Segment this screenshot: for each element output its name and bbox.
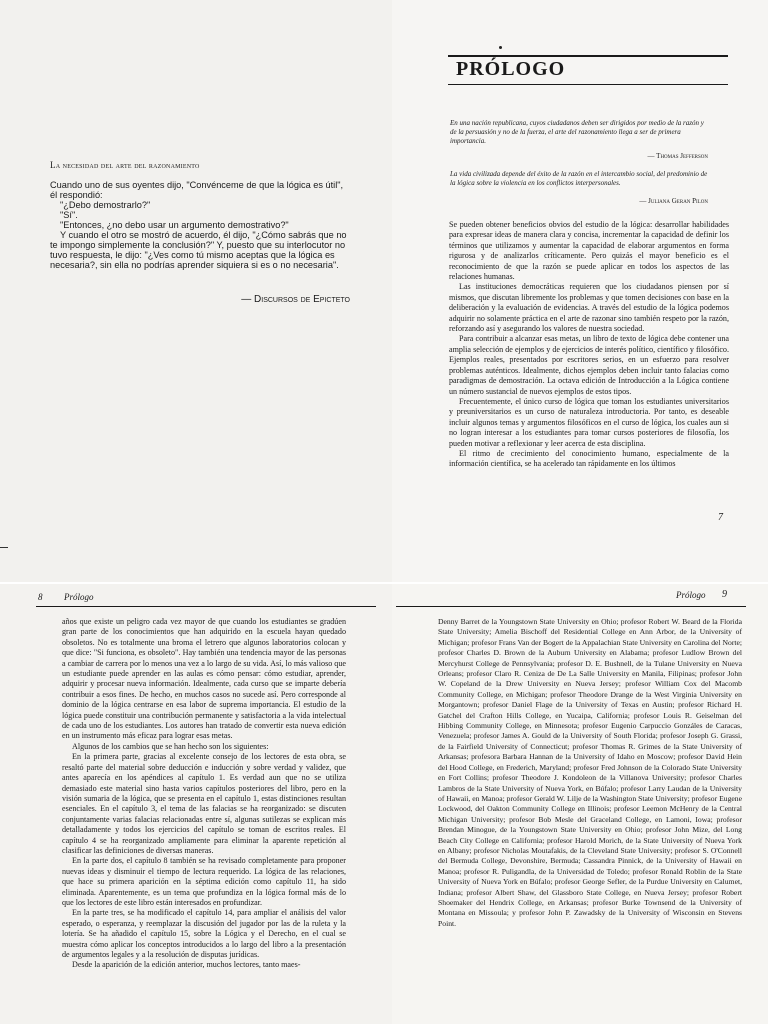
paragraph: Se pueden obtener beneficios obvios del estudio de la lógica: desarrollar habilidades para expresar ideas de manera clara y concisa, incrementar la capacidad de definir los términos que utilizamos y aumentar la capacidad de elaborar argumentos en forma rigurosa y de analizarlos críticamente. Pero quizás el mayor beneficio es el reconocimiento de que la razón se puede aplicar en todos los aspectos de las relaciones humanas. <box>449 220 729 282</box>
epigraph-jefferson-author <box>450 152 708 160</box>
quote-line: "Sí". <box>60 210 78 220</box>
page-number: 9 <box>722 589 727 600</box>
header-rule <box>36 606 376 607</box>
author-name: — Juliana Geran Pilon <box>639 197 708 205</box>
attribution-text: — Discursos de Epicteto <box>241 294 350 305</box>
bottom-spread <box>0 584 768 1024</box>
paragraph: Desde la aparición de la edición anterior, muchos lectores, tanto maes- <box>72 960 301 970</box>
prologue-body-p8 <box>62 617 346 971</box>
paragraph: Frecuentemente, el único curso de lógica que toman los estudiantes universitarios y preuniversitarios es un curso de naturaleza introductoria. Por tanto, es deseable incluir algunos temas y argumentos filosóficos en el curso de lógica, los cuales aun si no logran interesar a los estudiantes para tomar cursos posteriores de filosofía, los pueden motivar a reflexionar y leer acerca de esta disciplina. <box>449 396 729 448</box>
margin-tick <box>0 547 8 548</box>
paragraph: Para contribuir a alcanzar esas metas, un libro de texto de lógica debe contener una amplia selección de ejemplos y de ejercicios de interés político, científico y filosófico. Ejemplos reales, presentados por escritores serios, en un esfuerzo para resolver problemas auténticos. Idealmente, dichos ejemplos deben incluir tanto falacias como paradigmas de demostración. La octava edición de Introducción a la Lógica contiene un número sustancial de nuevos ejemplos de estos tipos. <box>449 334 729 396</box>
epigraph-pilon-author <box>450 197 708 205</box>
right-page-bottom <box>392 584 768 1024</box>
acknowledgements-text <box>438 617 742 929</box>
header-rule <box>396 606 746 607</box>
section-heading: La necesidad del arte del razonamiento <box>50 160 200 170</box>
paragraph: años que existe un peligro cada vez mayor de que cuando los estudiantes se gradúen gran parte de los conocimientos que han adquirido en la escuela hayan quedado obsoletos. No es totalmente una broma el letrero que algunos laboratorios colocan y que dice: "Si funciona, es obsoleto". Hay también una tendencia mayor de las personas a cambiar de carrera por lo menos una vez a lo largo de su vida. Así, lo más valioso que un estudiante puede aprender en las aulas es cómo pensar: cómo estudiar, aprender, adquirir y procesar nueva información. Idealmente, cada curso que se imparte debería contribuir a esos fines. De hecho, en muchos casos no sucede así. Pero corresponde al dominio de la lógica centrarse en esa labor de suprema importancia. El estudio de la lógica puede constituir una contribución permanente y satisfactoria a la vida intelectual de cada uno de los estudiantes. Los autores han tratado de convertir esta nueva edición en un instrumento más eficaz para lograr esas metas. <box>62 617 346 741</box>
paragraph: Algunos de los cambios que se han hecho son los siguientes: <box>72 741 269 751</box>
quote-attribution <box>160 294 350 305</box>
paragraph: En la parte tres, se ha modificado el capítulo 14, para ampliar el análisis del valor esperado, o esperanza, y reemplazar la discusión del jugador por las de la ruleta y la lotería. Se ha añadido el capítulo 15, sobre la Lógica y el Derecho, en el cual se muestra cómo aplicar los conceptos introducidos a lo largo del libro a la presentación de argumentos legales y a la resolución de disputas jurídicas. <box>62 908 346 959</box>
running-head: Prólogo <box>64 592 94 602</box>
paragraph: En la primera parte, gracias al excelente consejo de los lectores de esta obra, se resaltó parte del material sobre deducción e inducción y sobre verdad y validez, que antes aparecía en los apéndices al capítulo 1. Es verdad aun que no se utiliza demasiado este material sino hasta varios capítulos posteriores del libro, pero en la visión sumaria de la lógica, que se presenta en el capítulo 1, estas distinciones resultan esenciales. En el capítulo 3, el tema de las falacias se ha reorganizado: se discuten conjuntamente varias falacias relacionadas entre sí, algunas sutilezas se explican más detalladamente y todos los ejercicios del capítulo se toman de escritos reales. El capítulo 4 se ha reorganizado ampliamente para eliminar la aparente repetición al clasificar las definiciones de diversas maneras. <box>62 752 346 855</box>
page-number: 7 <box>718 512 723 523</box>
quote-line: Cuando uno de sus oyentes dijo, "Convénceme de que la lógica es útil", él respondió: <box>50 180 344 200</box>
paragraph: El ritmo de crecimiento del conocimiento humano, especialmente de la información científica, se ha acelerado tan rápidamente en los últimos <box>449 448 729 469</box>
title-rule-bottom <box>448 84 728 85</box>
epigraph-pilon: La vida civilizada depende del éxito de la razón en el intercambio social, del predominio de la lógica sobre la violencia en los conflictos interpersonales. <box>450 170 708 187</box>
epictetus-quote <box>50 180 350 270</box>
ornament-dot <box>499 46 502 49</box>
paragraph: Denny Barret de la Youngstown State University en Ohio; profesor Robert W. Beard de la Florida State University; Amelia Bischoff del Residential College en Ann Arbor, de la University of Michigan; profesor Frans Van der Bogert de la Appalachian State University en Carolina del Norte; profesor Charles D. Brown de la Auburn University en Alabama; profesor Ludlow Brown del Mercyhurst College de Pennsylvania; profesor D. E. Bushnell, de la Tulane University en Nueva Orleans; profesor Claro R. Ceniza de De La Salle University en Manila, Filipinas; profesor John W. Copeland de la Drew University en Nueva Jersey; profesor William Cox del Macomb Community College, en Michigan; profesor Theodore Drange de la West Virginia University en Morgantown; profesor Daniel Flage de la University of Texas en Austin; profesor Richard H. Gatchel del Crafton Hills College, en Yucaipa, California; profesor Louis R. Geiselman del Hibbing Community College, en Minnesota; profesor Eugenio Carpuccio Gonzáles de Caracas, Venezuela; profesor James A. Gould de la University of South Florida; profesor Joseph G. Grassi, de la Fairfield University of Connecticut; profesor Thomas R. Grimes de la State University of Arkansas; profesora Barbara Hannan de la University of Idaho en Moscow; profesor David Hein del Hood College, en Frederich, Maryland; profesor Fred Johnson de la Colorado State University en Fort Collins; profesor Theodore J. Kondoleon de la Villanova University; profesor Charles Lambros de la State University of Nueva York, en Búfalo; profesor Larry Laudan de la University of Hawaii, en Manoa; profesor Gerald W. Lilje de la Washington State University; profesor Eugene Lockwood, del Oakton Community College en Illinois; profesor Leemon McHenry de la Central Michigan University; profesor Bob Mesle del Graceland College, en Lamoni, Iowa; profesor Brendan Minogue, de la Youngstown State University en Ohio; profesor John Mize, del Long Beach City College en California; profesor Harold Morich, de la State University of Nueva York en Albany; profesor Nicholas Moutafakis, de la Cleveland State University; profesor S. O'Connell del Bermuda College, Devonshire, Bermuda; Cassandra Pinnick, de la University of Hawaii en Manoa; profesor R. Puligandla, de la Universidad de Toledo; profesor Ronald Roblin de la State University of Nueva York en Búfalo; profesor George Sefler, de la Purdue University en Calumet, Indiana; profesor Albert Shaw, del Glassboro State College, en Nueva Jersey; profesor Robert Shoemaker del Hendrix College, en Arkansas; profesor Burke Townsend de la University of Montana en Missoula; y profesor John P. Zawadsky de la University of Wisconsin en Stevens Point. <box>438 617 742 928</box>
chapter-title: PRÓLOGO <box>456 58 566 80</box>
prologue-body-p7 <box>449 220 729 470</box>
left-page-top <box>0 0 392 582</box>
quote-line: Y cuando el otro se mostró de acuerdo, él dijo, "¿Cómo sabrás que no te impongo simplemente la conclusión?" Y, puesto que su interlocutor no tuvo respuesta, le dijo: "¿Ves como tú mismo aceptas que la lógica es necesaria?, sin ella no podrías aprender siquiera si es o no necesaria". <box>50 230 347 270</box>
paragraph: Las instituciones democráticas requieren que los ciudadanos piensen por sí mismos, que discutan libremente los problemas y que tomen decisiones con base en la deliberación y la evaluación de evidencias. A través del estudio de la lógica podemos adquirir no solamente práctica en el arte de razonar sino también respeto por la razón, reforzando así y asegurando los valores de nuestra sociedad. <box>449 282 729 334</box>
quote-line: "¿Debo demostrarlo?" <box>60 200 151 210</box>
author-name: — Thomas Jefferson <box>647 152 708 160</box>
running-head: Prólogo <box>676 590 706 600</box>
page-number: 8 <box>38 592 43 602</box>
epigraph-jefferson: En una nación republicana, cuyos ciudadanos deben ser dirigidos por medio de la razón y de la persuasión y no de la fuerza, el arte del razonamiento llega a ser de primera importancia. <box>450 119 704 145</box>
title-rule-top <box>448 55 728 57</box>
paragraph: En la parte dos, el capítulo 8 también se ha revisado completamente para proponer nuevas ideas y disminuir el tiempo de lectura requerido. La lógica de las relaciones, que hace su primera aparición en la séptima edición como capítulo 11, ha sido eliminada. Aparentemente, es un tema que profundiza en la lógica formal más de lo que los lectores de este libro están interesados en profundizar. <box>62 856 346 907</box>
left-page-bottom <box>0 584 392 1024</box>
quote-line: "Entonces, ¿no debo usar un argumento demostrativo?" <box>60 220 289 230</box>
